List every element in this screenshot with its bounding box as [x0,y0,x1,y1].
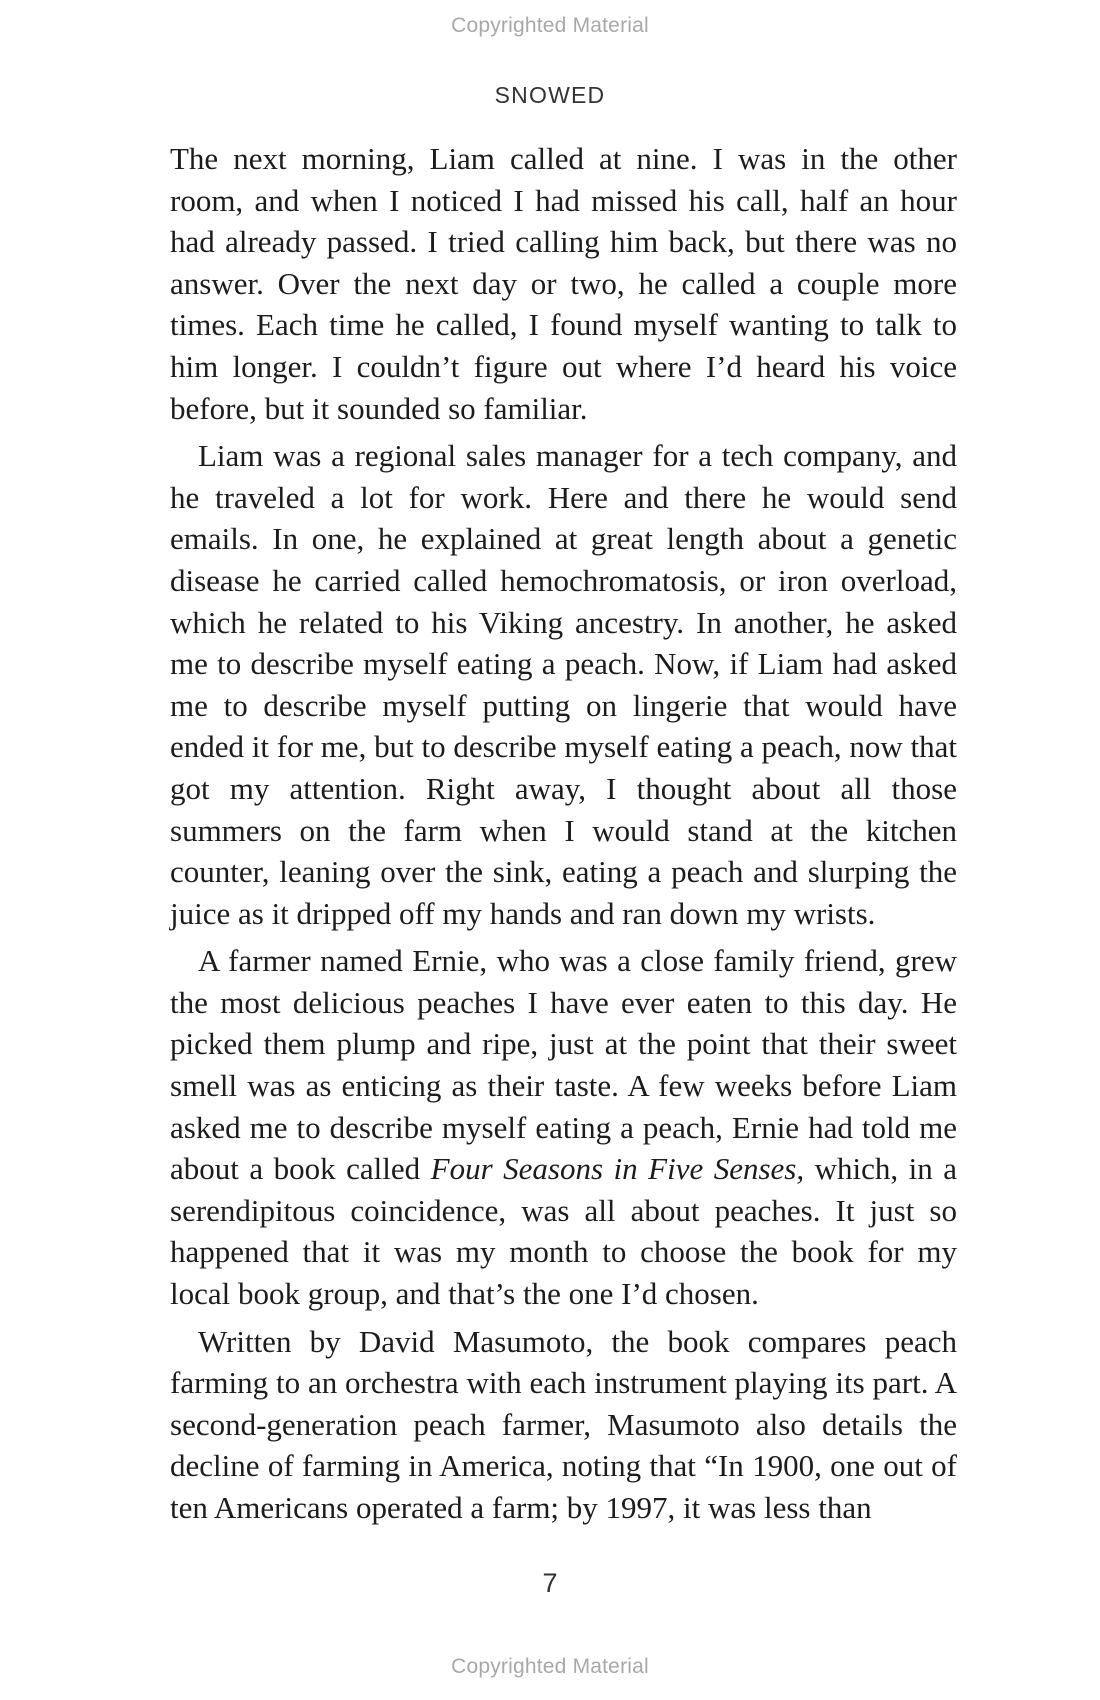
copyright-watermark-bottom: Copyrighted Material [451,1655,649,1678]
book-title: Four Seasons in Five Senses, [430,1151,805,1187]
paragraph-4: Written by David Masumoto, the book compares peach farming to an orchestra with each instrument playing its part. A second-generation peach farmer, Masumoto also details the decline of farming in America, noting that “In 1900, one out of ten Americans operated a farm; by 1997, it was less than [170,1323,957,1525]
paragraph-3-text-after: which, in a serendipitous coincidence, was all about peaches. It just so happened that it was my month to choose the book for my local book group, and that’s the one I’d chosen. [170,1151,957,1312]
paragraph-2: Liam was a regional sales manager for a tech company, and he traveled a lot for work. Here and there he would send emails. In one, he explained at great length about a genetic disease he carried called hemochromatosis, or iron overload, which he related to his Viking ancestry. In another, he asked me to describe myself eating a peach. Now, if Liam had asked me to describe myself putting on lingerie that would have ended it for me, but to describe myself eating a peach, now that got my attention. Right away, I thought about all those summers on the farm when I would stand at the kitchen counter, leaning over the sink, eating a peach and slurping the juice as it dripped off my hands and ran down my wrists. [170,438,957,931]
copyright-watermark-top: Copyrighted Material [451,14,649,37]
running-head: SNOWED [494,82,606,108]
body-text [170,138,957,1535]
paragraph-1: The next morning, Liam called at nine. I was in the other room, and when I noticed I had missed his call, half an hour had already passed. I tried calling him back, but there was no answer. Over the next day or two, he called a couple more times. Each time he called, I found myself wanting to talk to him longer. I couldn’t figure out where I’d heard his voice before, but it sounded so familiar. [170,141,957,426]
paragraph-3 [170,940,957,1314]
page-number: 7 [542,1568,558,1598]
paragraph-3-text-before: A farmer named Ernie, who was a close family friend, grew the most delicious peaches I have ever eaten to this day. He picked them plump and ripe, just at the point that their sweet smell was as enticing as their taste. A few weeks before Liam asked me to describe myself eating a peach, Ernie had told me about a book called [170,943,957,1187]
